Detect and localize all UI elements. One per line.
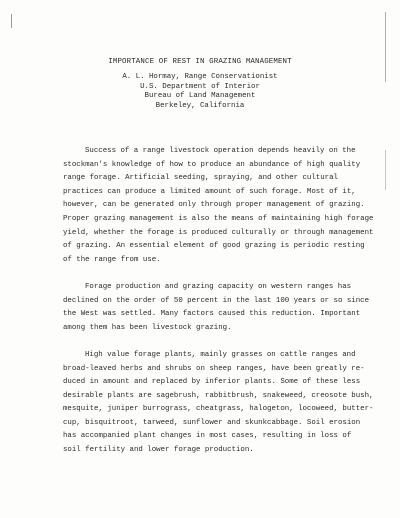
scan-edge-mark — [385, 12, 386, 82]
author-location-line: Berkeley, California — [155, 101, 245, 110]
author-name-line: A. L. Hormay, Range Conservationist — [122, 73, 278, 81]
text-line: of the range from use. — [63, 255, 161, 264]
text-line: range forage. Artificial seeding, spraying, and other cultural — [63, 174, 338, 183]
text-line: broad-leaved herbs and shrubs on sheep ranges, have been greatly re- — [63, 364, 365, 373]
text-line: soil fertility and lower forage production. — [63, 446, 254, 455]
text-line: yield, whether the forage is produced culturally or through management — [63, 228, 374, 237]
author-department-line: U.S. Department of Interior — [140, 82, 260, 91]
text-line: among them has been livestock grazing. — [63, 323, 232, 332]
text-line: Proper grazing management is also the means of maintaining high forage — [63, 214, 374, 223]
text-line: the West was settled. Many factors caused this reduction. Important — [63, 310, 361, 319]
text-line: mesquite, juniper burrograss, cheatgrass, halogeton, locoweed, butter- — [63, 405, 374, 414]
text-line: duced in amount and replaced by inferior plants. Some of these less — [63, 378, 361, 387]
text-line: however, can be generated only through proper management of grazing. — [63, 201, 365, 210]
text-line: practices can produce a limited amount of such forage. Most of it, — [63, 187, 356, 196]
author-bureau-line: Bureau of Land Management — [144, 92, 256, 101]
paragraph — [63, 145, 379, 267]
scan-edge-mark — [385, 150, 386, 190]
text-line: of grazing. An essential element of good grazing is periodic resting — [63, 242, 365, 251]
text-line: desirable plants are sagebrush, rabbitbrush, snakeweed, creosote bush, — [63, 391, 374, 400]
scan-edge-mark — [11, 14, 12, 28]
document-body — [63, 145, 379, 471]
text-line: High value forage plants, mainly grasses on cattle ranges and — [85, 350, 356, 359]
paragraph — [63, 349, 379, 458]
paragraph — [63, 281, 379, 335]
text-line: declined on the order of 50 percent in the last 100 years or so since — [63, 296, 370, 305]
text-line: stockman's knowledge of how to produce an abundance of high quality — [63, 160, 361, 169]
text-line: Success of a range livestock operation depends heavily on the — [85, 147, 356, 155]
text-line: cup, bisquitroot, tarweed, sunflower and skunkcabbage. Soil erosion — [63, 418, 361, 427]
document-title: IMPORTANCE OF REST IN GRAZING MANAGEMENT — [108, 58, 292, 66]
text-line: Forage production and grazing capacity on western ranges has — [85, 282, 352, 291]
author-byline — [0, 73, 400, 111]
text-line: has accompanied plant changes in most cases, resulting in loss of — [63, 432, 352, 441]
